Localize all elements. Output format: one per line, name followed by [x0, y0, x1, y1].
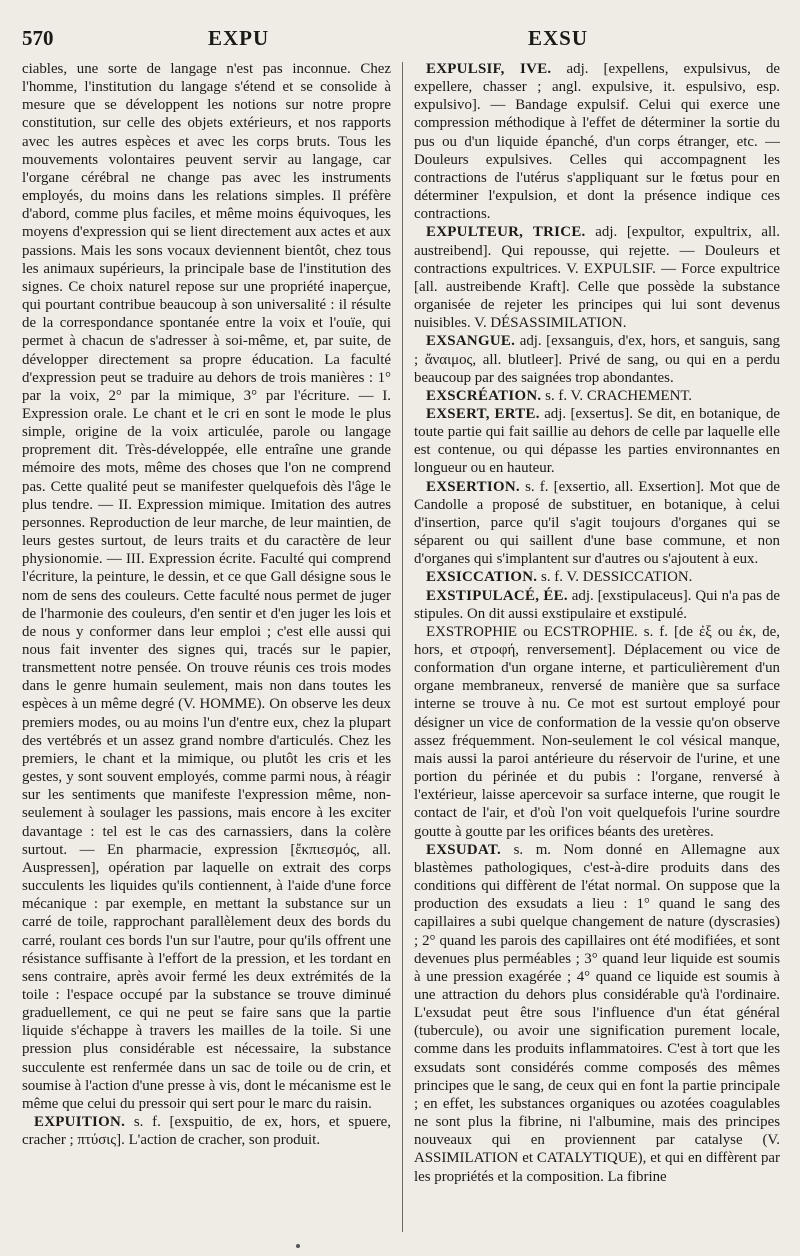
page-header: [22, 26, 778, 56]
right-running-head: EXSU: [527, 26, 588, 50]
headword: EXSANGUE.: [426, 333, 516, 350]
entry-expulteur: EXPULTEUR, TRICE. adj. [expultor, expultrix, all. austreibend]. Qui repousse, qui rejette. — Douleurs et contractions expultrices. V. EXPULSIF. — Force expultrice [all. austreibende Kraft]. Celle que possède la substance organisée de rejeter les principes qui lui sont devenus nuisibles. V. DÉSASSIMILATION.: [414, 224, 780, 332]
entry-exsudat: EXSUDAT. s. m. Nom donné en Allemagne aux blastèmes pathologiques, c'est-à-dire produits dans des conditions qui diffèrent de l'état normal. On suppose que la production des exsudats a lieu : 1° quand le sang des capillaires a subi quelque changement de nature (dyscrasies) ; 2° quand les parois des capillaires ont été modifiées, et sont devenues plus perméables ; 3° quand leur liquide est soumis à une pression exagérée ; 4° quand ce liquide est soumis à une attraction du dehors plus considérable qu'à l'ordinaire. L'exsudat peut être sous l'influence d'un état général (tubercule), ou avoir une signification purement locale, comme dans les produits inflammatoires. C'est à tort que les exsudats sont considérés comme composés des mêmes principes que le sang, de ceux qui en font la partie principale ; en effet, les substances organiques ou azotées coagulables ne sont plus la fibrine, ni l'albumine, mais des principes nouveaux qui en proviennent par catalyse (V. ASSIMILATION et CATALYTIQUE), et qui en diffèrent par les propriétés et la composition. La fibrine: [414, 841, 780, 1185]
headword: EXPULTEUR, TRICE.: [426, 224, 586, 241]
column-divider: [402, 62, 403, 1232]
entry-exsiccation: EXSICCATION. s. f. V. DESSICCATION.: [426, 569, 693, 586]
headword: EXSERT, ERTE.: [426, 405, 540, 422]
headword: EXPUITION.: [34, 1114, 126, 1131]
left-column: [22, 60, 391, 1238]
entry-exstrophie: EXSTROPHIE ou ECSTROPHIE. s. f. [de ἐξ ou ἐκ, de, hors, et στροφή, renversement]. Déplacement ou vice de conformation d'un organe interne, et particulièrement d'un organe membraneux, renversé de manière que sa surface interne se trouve à nu. Ce mot est surtout employé pour désigner un vice de conformation de la vessie qu'on observe assez fréquemment. Non-seulement le col vésical manque, mais aussi la paroi antérieure du réservoir de l'urine, et une portion du périnée et du pubis : l'organe, renversé à l'extérieur, laisse apercevoir sa surface interne, que rougit le contact de l'air, et d'où l'on voit quelquefois l'urine sourdre goutte à goutte par les orifices béants des uretères.: [414, 623, 780, 840]
entry-expuition: EXPUITION. s. f. [exspuitio, de ex, hors, et spuere, cracher ; πτύσις]. L'action de cracher, son produit.: [22, 1114, 391, 1149]
entry-exsangue: EXSANGUE. adj. [exsanguis, d'ex, hors, et sanguis, sang ; ἄναιμος, all. blutleer]. Privé de sang, ou qui en a perdu beaucoup par des saignées trop abondantes.: [414, 333, 780, 386]
headword: EXSERTION.: [426, 478, 520, 495]
entry-exstipulace: EXSTIPULACÉ, ÉE. adj. [exstipulaceus]. Qui n'a pas de stipules. On dit aussi exstipulaire et exstipulé.: [414, 587, 780, 622]
entry-expulsif: EXPULSIF, IVE. adj. [expellens, expulsivus, de expellere, chasser ; angl. expulsive, it. espulsivo, esp. expulsivo]. — Bandage expulsif. Celui qui exerce une compression méthodique à l'effet de déterminer la sortie du pus ou d'un liquide épanché, d'un corps étranger, etc. — Douleurs expulsives. Celles qui accompagnent les contractions de l'utérus s'appliquant sur le fœtus pour en déterminer l'expulsion, et dont la présence indique ces contractions.: [414, 61, 780, 223]
right-column: [414, 60, 780, 1238]
left-running-head: EXPU: [208, 26, 270, 50]
expression-entry-continuation: ciables, une sorte de langage n'est pas inconnue. Chez l'homme, l'institution du langage s'étend et se consolide à mesure que se développent les notions sur notre propre constitution, sur celle des objets extérieurs, et nos rapports avec les autres espèces et avec les corps bruts. Tous les mouvements volontaires peuvent servir au langage, car l'organe cérébral ne change pas avec les instruments employés, du moins dans les relations simples. Il préfère d'abord, comme plus faciles, et même moins équivoques, les moyens d'expression qui se lient directement aux actes et aux passions. Mais les sons vocaux deviennent bientôt, chez tous les animaux supérieurs, la principale base de l'institution des signes. Ce choix naturel repose sur une propriété inaperçue, qui pourtant contribue beaucoup à son universalité : il résulte de la correspondance spontanée entre la voix et l'ouïe, qui permet à chacun de s'adresser à soi-même, et, par suite, de développer directement sa propre éducation. La faculté d'expression peut se traduire au dehors de trois manières : 1° par la voix, 2° par la mimique, 3° par l'écriture. — I. Expression orale. Le chant et le cri en sont le mode le plus simple, origine de la voix articulée, parole ou langage proprement dit. Très-développée, elle entraîne une grande mémoire des mots, même des choses que l'on ne comprend pas. Cette qualité peut se manifester quelquefois dès l'âge le plus tendre. — II. Expression mimique. Imitation des autres personnes. Reproduction de leur marche, de leur maintien, de leurs gestes surtout, de leurs traits et du caractère de leur physionomie. — III. Expression écrite. Faculté qui comprend l'écriture, la peinture, le dessin, et ce que Gall désigne sous le nom de sens des couleurs. Cette faculté nous permet de juger de l'harmonie des couleurs, d'en sentir et d'en juger les lois et de nous y conformer dans leur emploi ; c'est elle aussi qui nous fait inventer des signes qui, tracés sur le papier, transmettent notre pensée. On trouve réunis ces trois modes dans le genre humain seulement, mais non dans toutes les espèces à un même degré (V. HOMME). On observe les deux premiers modes, ou au moins l'un d'entre eux, chez la plupart des vertébrés et un assez grand nombre d'articulés. Chez les premiers, le chant et la mimique, ou plutôt les cris et les gestes, y sont souvent employés, comme parmi nous, à réagir sur les sentiments que manifeste l'expression même, non-seulement à soulager les passions, mais encore à les exciter davantage : tel est le cas des carnassiers, dans la colère surtout. — En pharmacie, expression [ἔκπιεσμός, all. Auspressen], opération par laquelle on extrait des corps succulents les liquides qu'ils contiennent, à l'aide d'une force mécanique : par exemple, en mettant la substance sur un carré de toile, rapprochant parallèlement deux des bords du carré, roulant ces bords l'un sur l'autre, pour qu'ils offrent une résistance suffisante à l'effort de la pression, et les tordant en sens contraire, après avoir fermé les deux extrémités de la toile : l'espace occupé par la substance se trouve diminué graduellement, ce qui ne peut se faire sans que la partie liquide s'échappe à travers les mailles de la toile. Si une pression plus considérable est nécessaire, la substance succulente est renfermée dans un sac de toile ou de crin, et soumise à l'action d'une presse à vis, dont le mécanisme est le même que celui du pressoir qui sert pour le marc du raisin.: [22, 61, 391, 1112]
headword: EXSICCATION.: [426, 569, 538, 586]
entry-exsert: EXSERT, ERTE. adj. [exsertus]. Se dit, en botanique, de toute partie qui fait saillie au dehors de celle par laquelle elle est contenue, ou qui dépasse les parties environnantes en longueur ou en hauteur.: [414, 405, 780, 477]
entry-exscreation: EXSCRÉATION. s. f. V. CRACHEMENT.: [426, 387, 693, 404]
headword: EXPULSIF, IVE.: [426, 61, 552, 77]
headword: EXSUDAT.: [426, 841, 502, 858]
entry-exsertion: EXSERTION. s. f. [exsertio, all. Exsertion]. Mot que de Candolle a proposé de substituer, en botanique, à celui d'insertion, parce qu'il s'agit toujours d'organes qui se séparent ou qui saillent d'une base commune, et non d'organes qui s'implantent sur d'autres ou s'ajoutent à eux.: [414, 478, 780, 568]
headword: EXSTIPULACÉ, ÉE.: [426, 587, 568, 604]
headword: EXSCRÉATION.: [426, 387, 542, 404]
page-speck: [296, 1244, 300, 1248]
page-number: 570: [22, 26, 54, 50]
